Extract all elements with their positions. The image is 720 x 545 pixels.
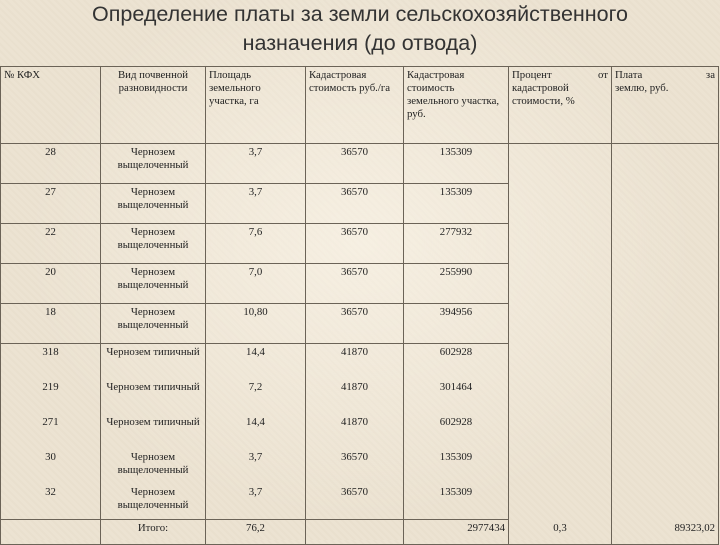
cell-cadastral-value-per-ha: 36570 — [306, 144, 404, 184]
cell-area: 7,0 — [206, 264, 306, 304]
cell-area: 3,7 — [206, 144, 306, 184]
cell-cadastral-value-per-ha: 36570 — [306, 224, 404, 264]
header-soil-type: Вид почвенной разновидности — [101, 67, 206, 144]
header-percent — [509, 67, 612, 144]
cell-cadastral-cost: 135309 — [404, 449, 509, 484]
cell-kfx-number: 27 — [1, 184, 101, 224]
cell-cadastral-cost: 135309 — [404, 184, 509, 224]
header-payment — [612, 67, 719, 144]
table-header-row — [1, 67, 719, 144]
cell-soil-type: Чернозем выщелоченный — [101, 304, 206, 344]
cell-soil-type: Чернозем выщелоченный — [101, 264, 206, 304]
cell-cadastral-cost: 135309 — [404, 144, 509, 184]
cell-cadastral-cost: 277932 — [404, 224, 509, 264]
cell-cadastral-cost: 602928 — [404, 414, 509, 449]
cell-area: 7,2 — [206, 379, 306, 414]
header-area-line-3: участка, га — [209, 95, 259, 107]
total-percent: 0,3 — [509, 520, 612, 545]
cell-percent — [509, 144, 612, 520]
total-payment: 89323,02 — [612, 520, 719, 545]
cell-cadastral-cost: 301464 — [404, 379, 509, 414]
cell-cadastral-value-per-ha: 41870 — [306, 379, 404, 414]
cell-area: 14,4 — [206, 344, 306, 380]
cell-kfx-number: 20 — [1, 264, 101, 304]
cell-kfx-number: 271 — [1, 414, 101, 449]
cell-soil-type: Чернозем типичный — [101, 414, 206, 449]
cell-cadastral-value-per-ha: 36570 — [306, 264, 404, 304]
cell-kfx-number: 22 — [1, 224, 101, 264]
cell-cadastral-value-per-ha: 36570 — [306, 484, 404, 520]
cell-cadastral-cost: 394956 — [404, 304, 509, 344]
cell-kfx-number: 28 — [1, 144, 101, 184]
total-row — [1, 520, 719, 545]
cell-area: 3,7 — [206, 484, 306, 520]
slide-title-line-1: Определение платы за земли сельскохозяйственного — [92, 2, 628, 26]
table-row — [1, 144, 719, 184]
cell-cadastral-cost: 602928 — [404, 344, 509, 380]
header-area-line-1: Площадь — [209, 69, 252, 81]
cell-cadastral-cost: 135309 — [404, 484, 509, 520]
cell-kfx-number: 30 — [1, 449, 101, 484]
slide-title — [0, 0, 720, 62]
header-area — [206, 67, 306, 144]
cell-soil-type: Чернозем типичный — [101, 344, 206, 380]
total-area: 76,2 — [206, 520, 306, 545]
cell-kfx-number: 318 — [1, 344, 101, 380]
total-cadastral-cost: 2977434 — [404, 520, 509, 545]
header-kfx: № КФХ — [1, 67, 101, 144]
cell-cadastral-value-per-ha: 36570 — [306, 449, 404, 484]
cell-cadastral-value-per-ha: 41870 — [306, 344, 404, 380]
cell-soil-type: Чернозем выщелоченный — [101, 224, 206, 264]
cell-soil-type: Чернозем типичный — [101, 379, 206, 414]
cell-cadastral-value-per-ha: 41870 — [306, 414, 404, 449]
land-payment-table — [0, 66, 719, 545]
cell-area: 7,6 — [206, 224, 306, 264]
header-percent-line-2: кадастровой — [512, 82, 569, 94]
cell-kfx-number: 32 — [1, 484, 101, 520]
total-label: Итого: — [101, 520, 206, 545]
cell-payment — [612, 144, 719, 520]
header-percent-line-3: стоимости, % — [512, 95, 575, 107]
cell-area: 10,80 — [206, 304, 306, 344]
cell-kfx-number: 18 — [1, 304, 101, 344]
cell-area: 14,4 — [206, 414, 306, 449]
total-kfx-cell — [1, 520, 101, 545]
header-percent-line-1: Процент от — [512, 69, 608, 81]
cell-cadastral-value-per-ha: 36570 — [306, 304, 404, 344]
header-area-line-2: земельного — [209, 82, 261, 94]
header-payment-line-2: землю, руб. — [615, 82, 669, 94]
cell-soil-type: Чернозем выщелоченный — [101, 184, 206, 224]
cell-soil-type: Чернозем выщелоченный — [101, 484, 206, 520]
cell-area: 3,7 — [206, 449, 306, 484]
slide-title-line-2: назначения (до отвода) — [242, 31, 478, 55]
cell-soil-type: Чернозем выщелоченный — [101, 449, 206, 484]
cell-cadastral-cost: 255990 — [404, 264, 509, 304]
header-cadastral-value-per-ha: Кадастровая стоимость руб./га — [306, 67, 404, 144]
header-cadastral-cost: Кадастровая стоимость земельного участка, руб. — [404, 67, 509, 144]
cell-area: 3,7 — [206, 184, 306, 224]
header-payment-line-1: Плата за — [615, 69, 715, 81]
total-cadastral-value-cell — [306, 520, 404, 545]
cell-soil-type: Чернозем выщелоченный — [101, 144, 206, 184]
cell-kfx-number: 219 — [1, 379, 101, 414]
cell-cadastral-value-per-ha: 36570 — [306, 184, 404, 224]
